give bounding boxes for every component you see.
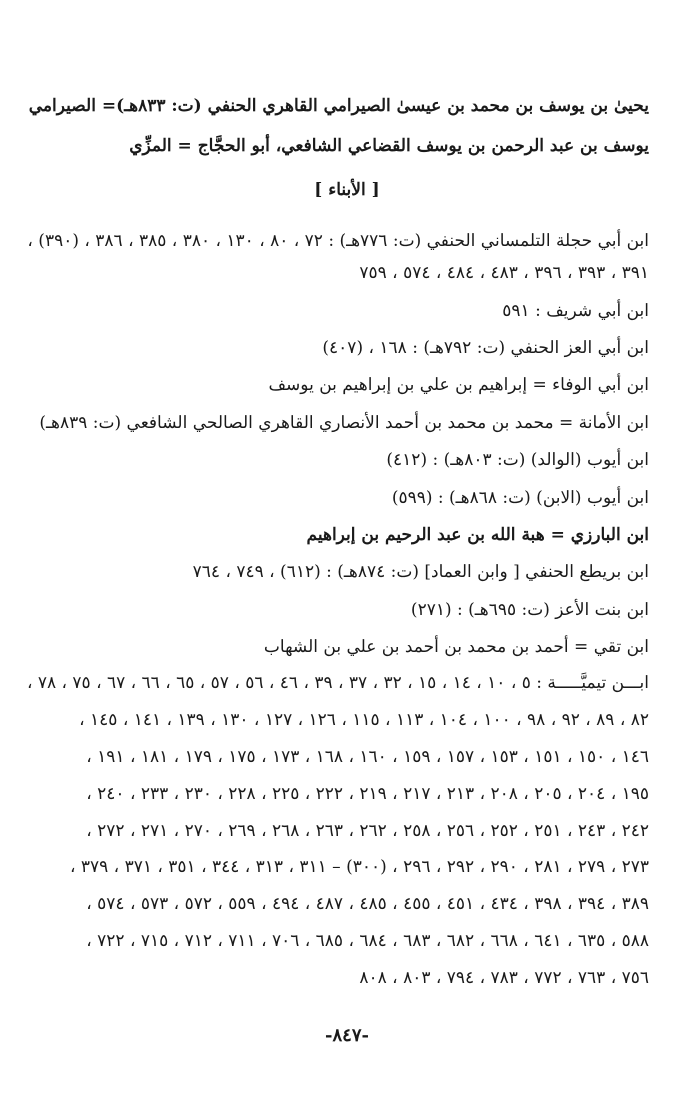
entry-line-6: ابن أبي شريف : ٥٩١ (502, 301, 649, 321)
entry-line-20: ٢٤٢ ، ٢٤٣ ، ٢٥١ ، ٢٥٢ ، ٢٥٦ ، ٢٥٨ ، ٢٦٢ ، ٢٦٣ ، ٢٦٨ ، ٢٦٩ ، ٢٧٠ ، ٢٧١ ، ٢٧٢ ، (86, 821, 649, 841)
entry-line-8: ابن أبي الوفاء = إبراهيم بن علي بن إبراهيم بن يوسف (268, 375, 649, 395)
entry-line-2: يوسف بن عبد الرحمن بن يوسف القضاعي الشافعي، أبو الحجَّاج = المزِّي (129, 136, 649, 156)
entry-line-19: ١٩٥ ، ٢٠٤ ، ٢٠٥ ، ٢٠٨ ، ٢١٣ ، ٢١٧ ، ٢١٩ ، ٢٢٢ ، ٢٢٥ ، ٢٢٨ ، ٢٣٠ ، ٢٣٣ ، ٢٤٠ ، (86, 784, 649, 804)
entry-line-16: ابـــن تيميَّـــــة : ٥ ، ١٠ ، ١٤ ، ١٥ ، ٣٢ ، ٣٧ ، ٣٩ ، ٤٦ ، ٥٦ ، ٥٧ ، ٦٥ ، ٦٦ ، ٦٧ ، ٧٥ ، ٧٨ ، (26, 673, 649, 693)
entry-line-18: ١٤٦ ، ١٥٠ ، ١٥١ ، ١٥٣ ، ١٥٧ ، ١٥٩ ، ١٦٠ ، ١٦٨ ، ١٧٣ ، ١٧٥ ، ١٧٩ ، ١٨١ ، ١٩١ ، (86, 747, 649, 767)
entry-line-7: ابن أبي العز الحنفي (ت: ٧٩٢هـ) : ١٦٨ ، (٤٠٧) (322, 338, 649, 358)
entry-line-24: ٧٥٦ ، ٧٦٣ ، ٧٧٢ ، ٧٨٣ ، ٧٩٤ ، ٨٠٣ ، ٨٠٨ (359, 968, 649, 988)
section-heading: [ الأبناء ] (314, 180, 380, 200)
entry-line-13: ابن بريطع الحنفي [ وابن العماد] (ت: ٨٧٤هـ) : (٦١٢) ، ٧٤٩ ، ٧٦٤ (192, 562, 649, 582)
entry-line-9: ابن الأمانة = محمد بن محمد بن أحمد الأنصاري القاهري الصالحي الشافعي (ت: ٨٣٩هـ) (39, 413, 649, 433)
entry-line-15: ابن تقي = أحمد بن محمد بن أحمد بن علي بن الشهاب (263, 637, 649, 657)
entry-line-11: ابن أيوب (الابن) (ت: ٨٦٨هـ) : (٥٩٩) (391, 488, 649, 508)
entry-line-23: ٥٨٨ ، ٦٣٥ ، ٦٤١ ، ٦٦٨ ، ٦٨٢ ، ٦٨٣ ، ٦٨٤ ، ٦٨٥ ، ٧٠٦ ، ٧١١ ، ٧١٢ ، ٧١٥ ، ٧٢٢ ، (86, 931, 649, 951)
page-number: -٨٤٧- (325, 1025, 369, 1046)
entry-line-4: ابن أبي حجلة التلمساني الحنفي (ت: ٧٧٦هـ) : ٧٢ ، ٨٠ ، ١٣٠ ، ٣٨٠ ، ٣٨٥ ، ٣٨٦ ، (٣٩٠) ، (27, 231, 649, 251)
entry-line-21: ٢٧٣ ، ٢٧٩ ، ٢٨١ ، ٢٩٠ ، ٢٩٢ ، ٢٩٦ ، (٣٠٠) – ٣١١ ، ٣١٣ ، ٣٤٤ ، ٣٥١ ، ٣٧١ ، ٣٧٩ ، (69, 857, 649, 877)
entry-line-5: ٣٩١ ، ٣٩٣ ، ٣٩٦ ، ٤٨٣ ، ٤٨٤ ، ٥٧٤ ، ٧٥٩ (359, 263, 649, 283)
entry-line-10: ابن أيوب (الوالد) (ت: ٨٠٣هـ) : (٤١٢) (386, 450, 649, 470)
entry-line-14: ابن بنت الأعز (ت: ٦٩٥هـ) : (٢٧١) (410, 600, 649, 620)
entry-line-1: يحيىٰ بن يوسف بن محمد بن عيسىٰ الصيرامي القاهري الحنفي (ت: ٨٣٣هـ)= الصيرامي (28, 96, 649, 116)
entry-line-17: ٨٢ ، ٨٩ ، ٩٢ ، ٩٨ ، ١٠٠ ، ١٠٤ ، ١١٣ ، ١١٥ ، ١٢٦ ، ١٢٧ ، ١٣٠ ، ١٣٩ ، ١٤١ ، ١٤٥ ، (79, 710, 649, 730)
entry-line-12: ابن البارزي = هبة الله بن عبد الرحيم بن إبراهيم (306, 525, 649, 545)
entry-line-22: ٣٨٩ ، ٣٩٤ ، ٣٩٨ ، ٤٣٤ ، ٤٥١ ، ٤٥٥ ، ٤٨٥ ، ٤٨٧ ، ٤٩٤ ، ٥٥٩ ، ٥٧٢ ، ٥٧٣ ، ٥٧٤ ، (86, 894, 649, 914)
